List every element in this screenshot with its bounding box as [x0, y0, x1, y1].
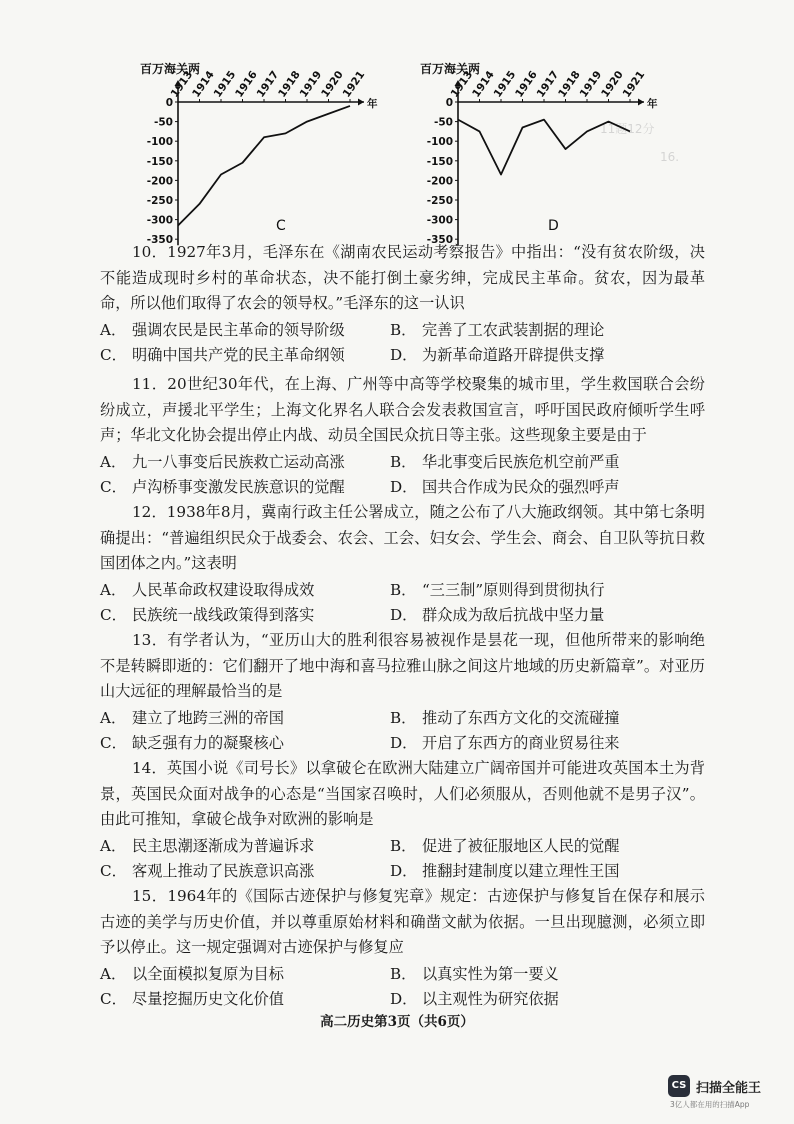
question-12 [100, 500, 705, 629]
y-tick-label: -350 [146, 234, 173, 247]
x-tick-label: 1917 [254, 68, 282, 100]
y-tick-label: -100 [426, 136, 453, 149]
option-c[interactable]: C． 客观上推动了民族意识高涨 [100, 862, 315, 880]
bleed-through-text: 16. [660, 150, 680, 164]
y-tick-label: -300 [426, 214, 453, 227]
bleed-through-text: 11题12分 [600, 122, 655, 136]
x-axis-arrow-icon [358, 99, 364, 106]
x-tick-label: 1921 [340, 68, 368, 100]
x-tick-label: 1914 [190, 68, 217, 100]
x-axis-unit: 年 [367, 98, 378, 110]
option-a[interactable]: A． 强调农民是民主革命的领导阶级 [100, 320, 345, 339]
question-stem: 13．有学者认为，“亚历山大的胜利很容易被视作是昙花一现，但他所带来的影响绝不是转瞬即逝的：它们翻开了地中海和喜马拉雅山脉之间这片地域的历史新篇章”。对亚历山大远征的理解最恰当的是 [100, 631, 705, 700]
x-tick-label: 1919 [297, 68, 325, 100]
option-d[interactable]: D． 推翻封建制度以建立理性王国 [390, 862, 620, 880]
option-b[interactable]: B． 完善了工农武装割据的理论 [390, 320, 605, 339]
option-b[interactable]: B． 促进了被征服地区人民的觉醒 [390, 836, 620, 855]
options [100, 578, 705, 629]
chart-caption: D [548, 218, 559, 234]
x-tick-label: 1915 [211, 68, 239, 100]
y-tick-label: -200 [426, 175, 453, 188]
y-tick-label: 0 [165, 97, 173, 109]
y-axis-label: 百万海关两 [420, 62, 481, 76]
options [100, 706, 705, 757]
option-a[interactable]: A． 人民革命政权建设取得成效 [100, 580, 315, 599]
question-15 [100, 884, 705, 1013]
chart-c-svg [130, 58, 380, 247]
x-tick-label: 1920 [599, 68, 626, 100]
question-stem: 14．英国小说《司号长》以拿破仑在欧洲大陆建立广阔帝国并可能进攻英国本土为背景，英国民众面对战争的心态是“当国家召唤时，人们必须服从，否则他就不是男子汉”。由此可推知，拿破仑战争对欧洲的影响是 [100, 759, 705, 828]
y-tick-label: -50 [434, 116, 453, 129]
options [100, 450, 705, 501]
y-axis-label: 百万海关两 [140, 62, 201, 76]
x-tick-label: 1921 [620, 68, 648, 100]
question-10 [100, 240, 705, 369]
page-footer: 高二历史第3页（共6页） [320, 1014, 474, 1030]
chart-caption: C [276, 218, 286, 234]
option-a[interactable]: A． 建立了地跨三洲的帝国 [100, 708, 284, 727]
series-line [178, 106, 350, 226]
y-tick-label: -150 [146, 155, 173, 168]
option-d[interactable]: D． 以主观性为研究依据 [390, 990, 559, 1008]
scanner-watermark [668, 1075, 780, 1110]
x-tick-label: 1917 [534, 68, 562, 100]
trade-chart-c [130, 58, 380, 247]
x-tick-label: 1914 [470, 68, 497, 100]
x-axis-unit: 年 [647, 98, 658, 110]
y-tick-label: -350 [426, 234, 453, 247]
option-d[interactable]: D． 开启了东西方的商业贸易往来 [390, 734, 620, 752]
options [100, 834, 705, 885]
x-tick-label: 1918 [276, 68, 303, 100]
y-tick-label: -200 [146, 175, 173, 188]
option-d[interactable]: D． 为新革命道路开辟提供支撑 [390, 346, 605, 364]
option-b[interactable]: B． 以真实性为第一要义 [390, 964, 559, 983]
x-tick-label: 1920 [319, 68, 346, 100]
question-stem: 15．1964年的《国际古迹保护与修复宪章》规定：古迹保护与修复旨在保存和展示古迹的美学与历史价值，并以尊重原始材料和确凿文献为依据。一旦出现臆测，必须立即予以停止。这一规定强调对古迹保护与修复应 [100, 887, 705, 956]
y-tick-label: -300 [146, 214, 173, 227]
question-stem: 10．1927年3月，毛泽东在《湖南农民运动考察报告》中指出：“没有贫农阶级，决不能造成现时乡村的革命状态，决不能打倒土豪劣绅，完成民主革命。贫农，因为最革命，所以他们取得了农会的领导权。”毛泽东的这一认识 [100, 243, 705, 312]
scanner-app-name: 扫描全能王 [696, 1080, 762, 1096]
option-a[interactable]: A． 民主思潮逐渐成为普遍诉求 [100, 836, 315, 855]
option-b[interactable]: B． 华北事变后民族危机空前严重 [390, 452, 620, 471]
chart-d-svg [410, 58, 660, 247]
option-c[interactable]: C． 明确中国共产党的民主革命纲领 [100, 346, 345, 364]
question-14 [100, 756, 705, 885]
option-b[interactable]: B． 推动了东西方文化的交流碰撞 [390, 708, 620, 727]
option-c[interactable]: C． 民族统一战线政策得到落实 [100, 606, 315, 624]
question-13 [100, 628, 705, 757]
y-tick-label: -150 [426, 155, 453, 168]
x-tick-label: 1915 [491, 68, 519, 100]
question-stem: 11．20世纪30年代，在上海、广州等中高等学校聚集的城市里，学生救国联合会纷纷成立，声援北平学生；上海文化界名人联合会发表救国宣言，呼吁国民政府倾听学生呼声；华北文化协会提出停止内战、动员全国民众抗日等主张。这些现象主要是由于 [100, 375, 705, 444]
x-tick-label: 1918 [556, 68, 583, 100]
y-tick-label: -250 [426, 195, 453, 207]
options [100, 962, 705, 1013]
y-tick-label: -50 [154, 116, 173, 129]
option-d[interactable]: D． 群众成为敌后抗战中坚力量 [390, 606, 605, 624]
options [100, 318, 705, 369]
option-c[interactable]: C． 尽量挖掘历史文化价值 [100, 990, 284, 1008]
question-11 [100, 372, 705, 501]
x-tick-label: 1919 [577, 68, 605, 100]
scanner-logo-icon: CS [668, 1075, 690, 1097]
series-line [458, 120, 630, 175]
y-tick-label: 0 [445, 97, 453, 109]
option-b[interactable]: B． “三三制”原则得到贯彻执行 [390, 580, 605, 599]
y-tick-label: -100 [146, 136, 173, 149]
x-tick-label: 1913 [448, 68, 476, 100]
x-tick-label: 1913 [168, 68, 196, 100]
x-tick-label: 1916 [233, 68, 260, 100]
y-tick-label: -250 [146, 195, 173, 207]
x-tick-label: 1916 [513, 68, 540, 100]
option-a[interactable]: A． 九一八事变后民族救亡运动高涨 [100, 452, 345, 471]
x-axis-arrow-icon [638, 99, 644, 106]
option-c[interactable]: C． 缺乏强有力的凝聚核心 [100, 734, 284, 752]
trade-chart-d [410, 58, 660, 247]
option-a[interactable]: A． 以全面模拟复原为目标 [100, 964, 284, 983]
option-d[interactable]: D． 国共合作成为民众的强烈呼声 [390, 478, 620, 496]
question-stem: 12．1938年8月，冀南行政主任公署成立，随之公布了八大施政纲领。其中第七条明确提出：“普遍组织民众于战委会、农会、工会、妇女会、学生会、商会、自卫队等抗日救国团体之内。”这表明 [100, 503, 705, 572]
scanner-tagline: 3亿人都在用的扫描App [670, 1100, 750, 1109]
option-c[interactable]: C． 卢沟桥事变激发民族意识的觉醒 [100, 478, 345, 496]
